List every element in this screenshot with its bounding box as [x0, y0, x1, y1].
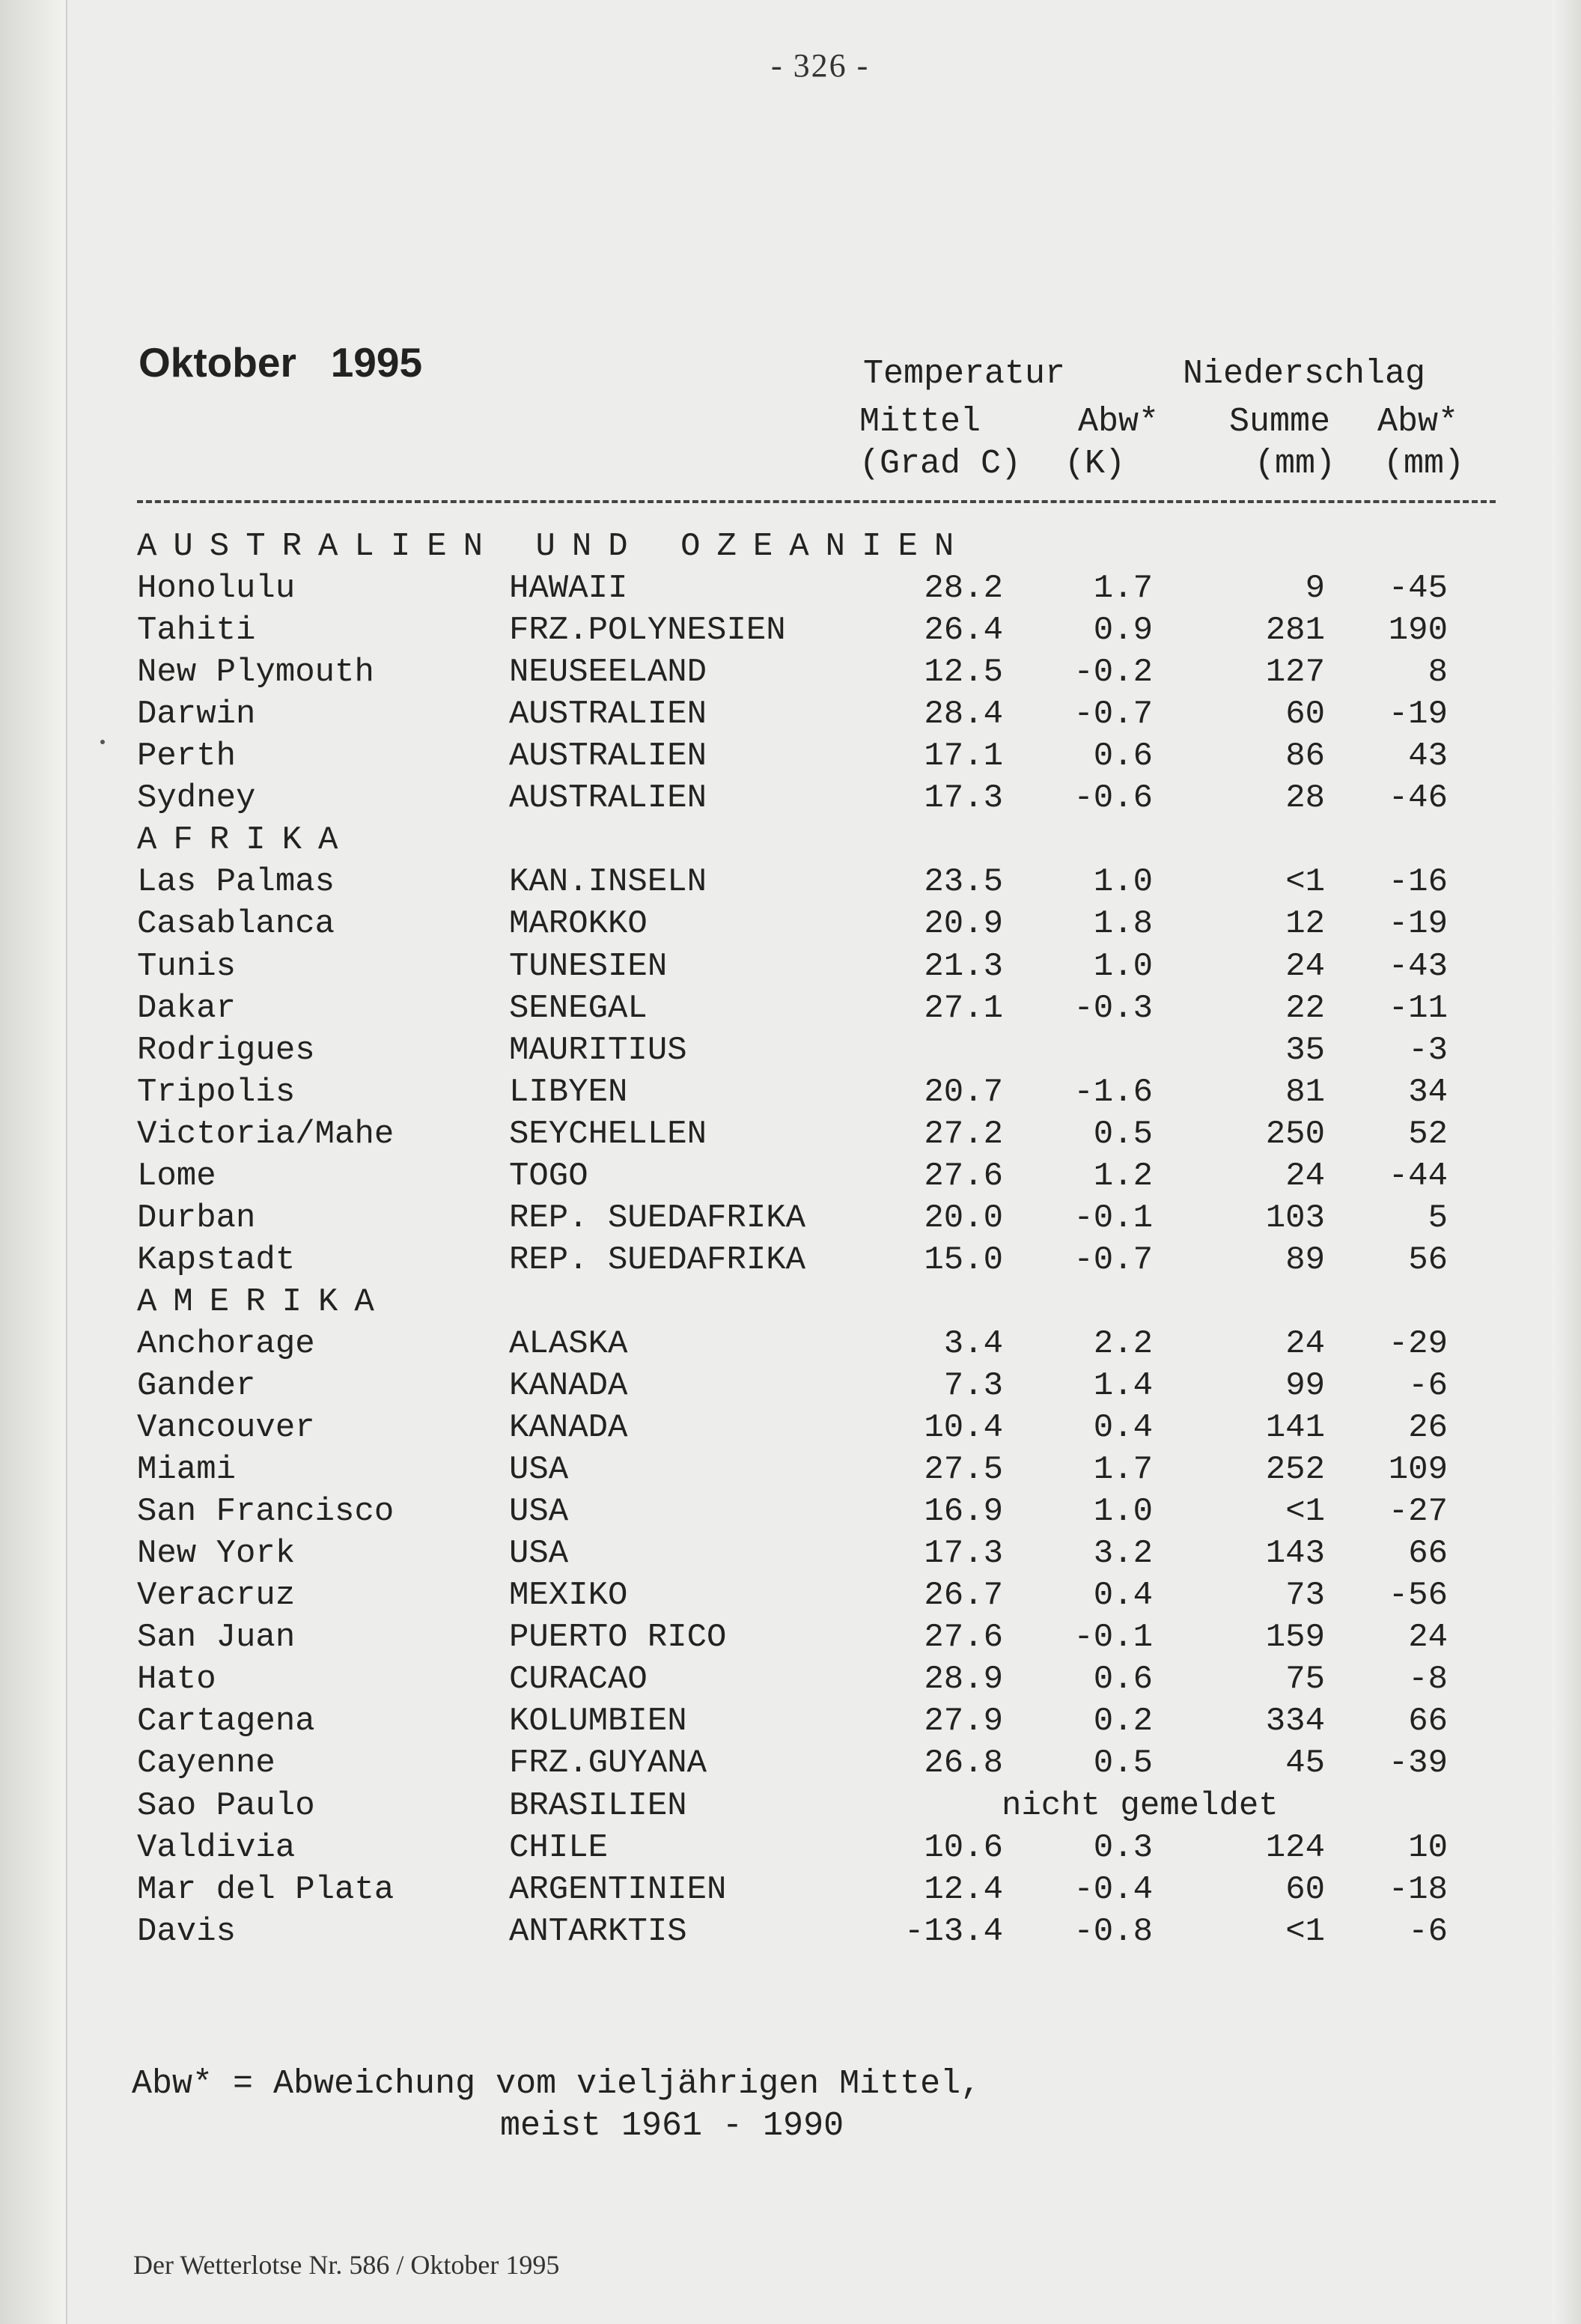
station-row	[0, 1869, 1581, 1911]
precip-deviation: 24	[1408, 1619, 1448, 1656]
station-country: HAWAII	[509, 570, 628, 607]
report-title	[138, 338, 422, 386]
precip-deviation: 66	[1408, 1703, 1448, 1740]
station-row	[0, 1365, 1581, 1407]
header-sum: Summe	[1229, 403, 1331, 441]
temp-mean: 17.3	[924, 1535, 1003, 1572]
region-heading: AUSTRALIEN UND OZEANIEN	[137, 528, 971, 565]
station-country: AUSTRALIEN	[509, 737, 707, 775]
temp-mean: 27.9	[924, 1703, 1003, 1740]
station-row	[0, 1827, 1581, 1869]
precip-deviation: 10	[1408, 1829, 1448, 1867]
precip-sum: <1	[1285, 1493, 1325, 1530]
temp-deviation: -0.7	[1073, 1241, 1153, 1279]
temp-mean: -13.4	[904, 1913, 1003, 1950]
header-unit-temp-dev: (K)	[1064, 445, 1126, 483]
precip-sum: 73	[1285, 1577, 1325, 1614]
precip-sum: 141	[1265, 1409, 1325, 1447]
station-row	[0, 988, 1581, 1029]
report-month: Oktober	[138, 339, 296, 386]
precip-deviation: -6	[1408, 1367, 1448, 1405]
station-country: MAROKKO	[509, 905, 648, 943]
station-country: NEUSEELAND	[509, 654, 707, 691]
temp-deviation: 0.4	[1093, 1577, 1153, 1614]
precip-deviation: 190	[1388, 612, 1448, 649]
station-country: LIBYEN	[509, 1074, 628, 1111]
precip-deviation: 109	[1388, 1451, 1448, 1488]
station-city: New York	[137, 1535, 296, 1572]
temp-mean: 27.2	[924, 1116, 1003, 1153]
precip-deviation: -56	[1388, 1577, 1448, 1614]
precip-sum: 28	[1285, 779, 1325, 817]
temp-deviation: 0.5	[1093, 1116, 1153, 1153]
temp-mean: 10.6	[924, 1829, 1003, 1867]
station-row	[0, 1449, 1581, 1491]
station-row	[0, 1616, 1581, 1658]
precip-sum: 22	[1285, 990, 1325, 1027]
precip-sum: 60	[1285, 1871, 1325, 1908]
region-heading: AMERIKA	[137, 1283, 391, 1321]
precip-deviation: 43	[1408, 737, 1448, 775]
station-country: ARGENTINIEN	[509, 1871, 727, 1908]
precip-deviation: -16	[1388, 863, 1448, 901]
station-country: ANTARKTIS	[509, 1913, 687, 1950]
precip-deviation: -6	[1408, 1913, 1448, 1950]
station-city: Miami	[137, 1451, 237, 1488]
station-row	[0, 1700, 1581, 1742]
station-row	[0, 1029, 1581, 1071]
temp-deviation: 3.2	[1093, 1535, 1153, 1572]
temp-deviation: 1.7	[1093, 1451, 1153, 1488]
station-city: Kapstadt	[137, 1241, 296, 1279]
precip-sum: 143	[1265, 1535, 1325, 1572]
temp-mean: 20.0	[924, 1199, 1003, 1237]
station-row	[0, 1239, 1581, 1281]
station-country: FRZ.POLYNESIEN	[509, 612, 786, 649]
station-country: BRASILIEN	[509, 1787, 687, 1825]
station-country: KAN.INSELN	[509, 863, 707, 901]
station-row	[0, 1785, 1581, 1827]
precip-sum: 24	[1285, 948, 1325, 985]
precip-deviation: 56	[1408, 1241, 1448, 1279]
precip-deviation: -43	[1388, 948, 1448, 985]
station-country: FRZ.GUYANA	[509, 1744, 707, 1782]
station-row	[0, 693, 1581, 735]
precip-sum: 127	[1265, 654, 1325, 691]
station-row	[0, 1407, 1581, 1449]
precip-deviation: -3	[1408, 1032, 1448, 1069]
station-country: SEYCHELLEN	[509, 1116, 707, 1153]
precip-deviation: 34	[1408, 1074, 1448, 1111]
precip-sum: 75	[1285, 1661, 1325, 1698]
precip-deviation: -11	[1388, 990, 1448, 1027]
temp-deviation: 1.0	[1093, 863, 1153, 901]
station-city: Perth	[137, 737, 237, 775]
temp-mean: 15.0	[924, 1241, 1003, 1279]
station-note: nicht gemeldet	[1002, 1787, 1279, 1825]
report-year: 1995	[330, 339, 423, 386]
station-city: Gander	[137, 1367, 256, 1405]
station-country: REP. SUEDAFRIKA	[509, 1241, 806, 1279]
precip-sum: 45	[1285, 1744, 1325, 1782]
station-row	[0, 1533, 1581, 1575]
temp-mean: 20.7	[924, 1074, 1003, 1111]
station-country: USA	[509, 1493, 569, 1530]
temp-mean: 27.5	[924, 1451, 1003, 1488]
station-row	[0, 903, 1581, 945]
precip-deviation: -29	[1388, 1325, 1448, 1363]
precip-sum: 12	[1285, 905, 1325, 943]
temp-mean: 12.4	[924, 1871, 1003, 1908]
temp-deviation: -0.4	[1073, 1871, 1153, 1908]
station-row	[0, 651, 1581, 693]
station-city: Las Palmas	[137, 863, 335, 901]
station-city: Casablanca	[137, 905, 335, 943]
temp-mean: 23.5	[924, 863, 1003, 901]
temp-mean: 26.4	[924, 612, 1003, 649]
page-number: - 326 -	[771, 47, 870, 84]
precip-deviation: -27	[1388, 1493, 1448, 1530]
temp-mean: 28.9	[924, 1661, 1003, 1698]
precip-deviation: -8	[1408, 1661, 1448, 1698]
footnote-line-1: Abw* = Abweichung vom vieljährigen Mittel,	[132, 2065, 981, 2103]
temp-deviation: 0.4	[1093, 1409, 1153, 1447]
station-city: Valdivia	[137, 1829, 296, 1867]
station-row	[0, 1113, 1581, 1155]
temp-mean: 10.4	[924, 1409, 1003, 1447]
precip-sum: 124	[1265, 1829, 1325, 1867]
station-city: Tahiti	[137, 612, 256, 649]
station-city: Tripolis	[137, 1074, 296, 1111]
temp-mean: 27.1	[924, 990, 1003, 1027]
temp-deviation: -0.6	[1073, 779, 1153, 817]
temp-deviation: -0.1	[1073, 1199, 1153, 1237]
station-row	[0, 1911, 1581, 1953]
temp-deviation: 0.3	[1093, 1829, 1153, 1867]
station-country: PUERTO RICO	[509, 1619, 727, 1656]
header-temp-deviation: Abw*	[1078, 403, 1160, 441]
station-country: TOGO	[509, 1158, 588, 1195]
station-city: Vancouver	[137, 1409, 315, 1447]
header-separator	[137, 500, 1496, 503]
station-country: SENEGAL	[509, 990, 648, 1027]
station-country: AUSTRALIEN	[509, 696, 707, 733]
header-unit-temp: (Grad C)	[859, 445, 1022, 483]
precip-sum: 24	[1285, 1325, 1325, 1363]
temp-deviation: 1.4	[1093, 1367, 1153, 1405]
temp-mean: 12.5	[924, 654, 1003, 691]
temp-mean: 27.6	[924, 1158, 1003, 1195]
station-city: Veracruz	[137, 1577, 296, 1614]
precip-deviation: 26	[1408, 1409, 1448, 1447]
temp-deviation: -1.6	[1073, 1074, 1153, 1111]
temp-deviation: -0.2	[1073, 654, 1153, 691]
station-row	[0, 1491, 1581, 1533]
precip-deviation: -46	[1388, 779, 1448, 817]
station-country: REP. SUEDAFRIKA	[509, 1199, 806, 1237]
station-row	[0, 1197, 1581, 1239]
station-city: Cartagena	[137, 1703, 315, 1740]
temp-deviation: 0.9	[1093, 612, 1153, 649]
publication-footer: Der Wetterlotse Nr. 586 / Oktober 1995	[133, 2250, 560, 2280]
precip-deviation: -44	[1388, 1158, 1448, 1195]
station-country: MAURITIUS	[509, 1032, 687, 1069]
station-row	[0, 1071, 1581, 1113]
temp-deviation: -0.8	[1073, 1913, 1153, 1950]
precip-sum: 103	[1265, 1199, 1325, 1237]
station-city: Rodrigues	[137, 1032, 315, 1069]
station-row	[0, 1323, 1581, 1365]
precip-sum: <1	[1285, 1913, 1325, 1950]
station-city: San Juan	[137, 1619, 296, 1656]
station-row	[0, 861, 1581, 903]
temp-deviation: 1.0	[1093, 1493, 1153, 1530]
precip-sum: 60	[1285, 696, 1325, 733]
station-country: CHILE	[509, 1829, 609, 1867]
temp-mean: 27.6	[924, 1619, 1003, 1656]
station-country: USA	[509, 1535, 569, 1572]
precip-sum: 250	[1265, 1116, 1325, 1153]
precip-sum: 89	[1285, 1241, 1325, 1279]
temp-mean: 28.2	[924, 570, 1003, 607]
station-country: KANADA	[509, 1367, 628, 1405]
station-row	[0, 777, 1581, 819]
precip-deviation: -39	[1388, 1744, 1448, 1782]
station-country: KOLUMBIEN	[509, 1703, 687, 1740]
temp-mean: 7.3	[943, 1367, 1003, 1405]
station-row	[0, 1155, 1581, 1197]
station-country: MEXIKO	[509, 1577, 628, 1614]
station-row	[0, 568, 1581, 609]
station-city: New Plymouth	[137, 654, 374, 691]
precip-sum: 252	[1265, 1451, 1325, 1488]
precip-deviation: -45	[1388, 570, 1448, 607]
temp-deviation: 1.2	[1093, 1158, 1153, 1195]
precip-sum: <1	[1285, 863, 1325, 901]
temp-mean: 21.3	[924, 948, 1003, 985]
station-country: ALASKA	[509, 1325, 628, 1363]
precip-deviation: 8	[1428, 654, 1448, 691]
header-temperature: Temperatur	[863, 355, 1066, 393]
temp-deviation: 0.6	[1093, 1661, 1153, 1698]
header-precipitation: Niederschlag	[1183, 355, 1426, 393]
temp-mean: 17.1	[924, 737, 1003, 775]
temp-deviation: 1.8	[1093, 905, 1153, 943]
header-unit-sum: (mm)	[1255, 445, 1336, 483]
station-city: Durban	[137, 1199, 256, 1237]
footnote-line-2: meist 1961 - 1990	[500, 2107, 844, 2145]
precip-sum: 81	[1285, 1074, 1325, 1111]
temp-deviation: 1.0	[1093, 948, 1153, 985]
precip-sum: 35	[1285, 1032, 1325, 1069]
station-row	[0, 946, 1581, 988]
station-country: KANADA	[509, 1409, 628, 1447]
station-city: Tunis	[137, 948, 237, 985]
precip-sum: 334	[1265, 1703, 1325, 1740]
temp-mean: 28.4	[924, 696, 1003, 733]
station-city: Hato	[137, 1661, 216, 1698]
temp-mean: 20.9	[924, 905, 1003, 943]
station-country: TUNESIEN	[509, 948, 668, 985]
temp-deviation: 0.6	[1093, 737, 1153, 775]
precip-deviation: 5	[1428, 1199, 1448, 1237]
station-city: Darwin	[137, 696, 256, 733]
station-city: Victoria/Mahe	[137, 1116, 395, 1153]
precip-deviation: 66	[1408, 1535, 1448, 1572]
temp-mean: 26.8	[924, 1744, 1003, 1782]
station-row	[0, 1575, 1581, 1616]
region-heading: AFRIKA	[137, 821, 355, 859]
station-city: Sao Paulo	[137, 1787, 315, 1825]
station-row	[0, 735, 1581, 777]
precip-sum: 281	[1265, 612, 1325, 649]
precip-deviation: -18	[1388, 1871, 1448, 1908]
station-city: Mar del Plata	[137, 1871, 395, 1908]
precip-sum: 9	[1305, 570, 1325, 607]
temp-deviation: 1.7	[1093, 570, 1153, 607]
temp-mean: 26.7	[924, 1577, 1003, 1614]
station-row	[0, 1658, 1581, 1700]
station-city: Anchorage	[137, 1325, 315, 1363]
precip-deviation: -19	[1388, 696, 1448, 733]
temp-deviation: 2.2	[1093, 1325, 1153, 1363]
temp-mean: 16.9	[924, 1493, 1003, 1530]
temp-deviation: 0.2	[1093, 1703, 1153, 1740]
precip-sum: 159	[1265, 1619, 1325, 1656]
temp-mean: 17.3	[924, 779, 1003, 817]
header-precip-deviation: Abw*	[1377, 403, 1459, 441]
temp-mean: 3.4	[943, 1325, 1003, 1363]
station-city: Dakar	[137, 990, 237, 1027]
header-mean: Mittel	[859, 403, 981, 441]
precip-sum: 86	[1285, 737, 1325, 775]
station-country: AUSTRALIEN	[509, 779, 707, 817]
station-city: Cayenne	[137, 1744, 275, 1782]
temp-deviation: -0.1	[1073, 1619, 1153, 1656]
station-city: Lome	[137, 1158, 216, 1195]
header-unit-precip-dev: (mm)	[1383, 445, 1465, 483]
temp-deviation: 0.5	[1093, 1744, 1153, 1782]
precip-deviation: 52	[1408, 1116, 1448, 1153]
station-city: Davis	[137, 1913, 237, 1950]
temp-deviation: -0.7	[1073, 696, 1153, 733]
station-row	[0, 1742, 1581, 1784]
precip-sum: 24	[1285, 1158, 1325, 1195]
station-city: San Francisco	[137, 1493, 395, 1530]
precip-deviation: -19	[1388, 905, 1448, 943]
station-country: CURACAO	[509, 1661, 648, 1698]
temp-deviation: -0.3	[1073, 990, 1153, 1027]
station-country: USA	[509, 1451, 569, 1488]
station-city: Honolulu	[137, 570, 296, 607]
station-city: Sydney	[137, 779, 256, 817]
station-row	[0, 609, 1581, 651]
precip-sum: 99	[1285, 1367, 1325, 1405]
